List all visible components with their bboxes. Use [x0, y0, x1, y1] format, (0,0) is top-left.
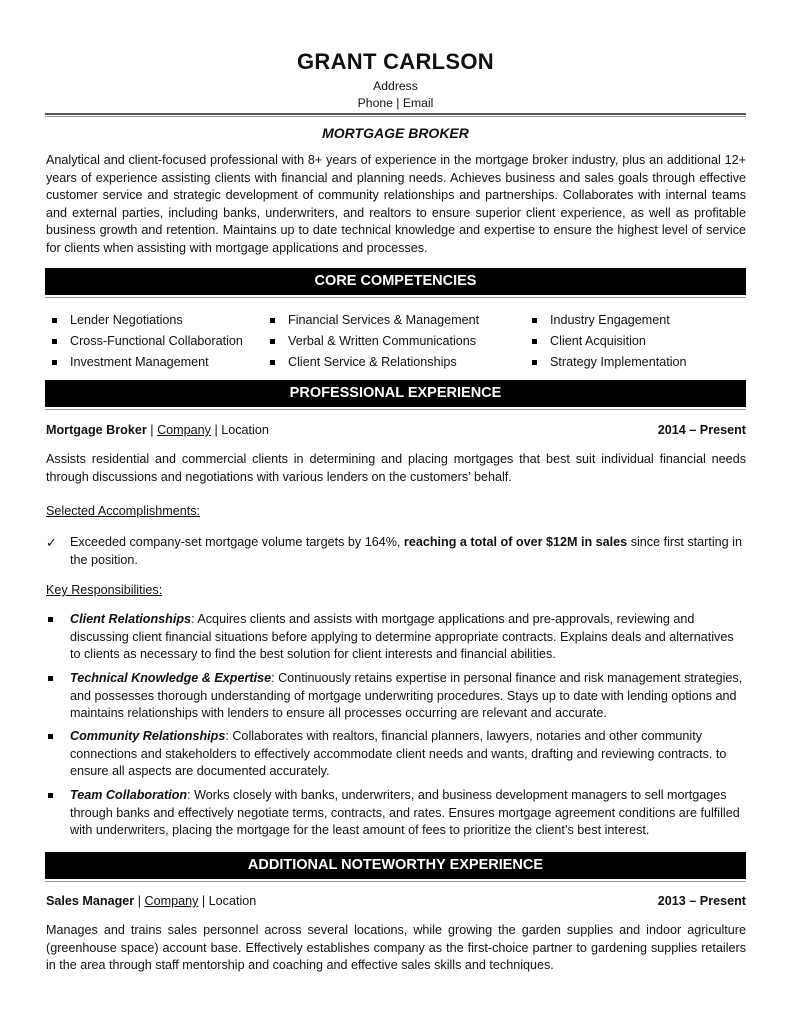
- section-underline: [45, 297, 746, 298]
- competency-item: Financial Services & Management: [264, 310, 479, 331]
- competency-item: Strategy Implementation: [526, 352, 687, 373]
- square-bullet-icon: [532, 360, 537, 365]
- company-name: Company: [157, 423, 211, 437]
- responsibility-item: Client Relationships: Acquires clients and assists with mortgage applications and pre-approvals, reviewing and discussing client financial situations before applying to determine appropriate contracts. Explains deals and alternatives to clients as necessary to find the best solution for client interests and financial abilities.: [46, 611, 746, 664]
- competency-item: Client Acquisition: [526, 331, 687, 352]
- accomplishments-label: Selected Accomplishments:: [46, 504, 200, 518]
- job-title: MORTGAGE BROKER: [322, 125, 469, 141]
- competency-item: Client Service & Relationships: [264, 352, 479, 373]
- job-location: Location: [221, 423, 269, 437]
- square-bullet-icon: [270, 318, 275, 323]
- section-underline: [45, 881, 746, 882]
- section-header-experience: PROFESSIONAL EXPERIENCE: [45, 380, 746, 407]
- job-heading: [46, 892, 746, 910]
- address-line: Address: [373, 79, 418, 93]
- square-bullet-icon: [532, 318, 537, 323]
- competency-item: Industry Engagement: [526, 310, 687, 331]
- square-bullet-icon: [270, 339, 275, 344]
- summary-paragraph: Analytical and client-focused professional with 8+ years of experience in the mortgage broker industry, plus an additional 12+ years of experience assisting clients with financial and planning needs. Achieves business and sales goals through effective customer service and strategic development of community relationships and partnerships. Collaborates with internal teams and external parties, including banks, underwriters, and realtors to ensure superior client experience, as well as profitable business growth and retention. Maintains up to date technical knowledge and expertise to ensure the highest level of service for clients when assisting with mortgage applications and processes.: [46, 153, 746, 255]
- competencies-column-2: [264, 310, 479, 373]
- section-underline: [45, 409, 746, 410]
- competency-item: Cross-Functional Collaboration: [46, 331, 243, 352]
- job-role: Sales Manager: [46, 894, 135, 908]
- job-location: Location: [208, 894, 257, 908]
- competencies-column-3: [526, 310, 687, 373]
- candidate-name: GRANT CARLSON: [296, 49, 494, 74]
- square-bullet-icon: [52, 339, 57, 344]
- responsibility-item: Community Relationships: Collaborates with realtors, financial planners, lawyers, notaries and other community connections and stakeholders to effectively accommodate client needs and wants, drafting and reviewing contracts. to ensure all aspects are documented accurately.: [46, 728, 746, 781]
- competency-item: Verbal & Written Communications: [264, 331, 479, 352]
- responsibilities-label: Key Responsibilities:: [46, 583, 163, 597]
- square-bullet-icon: [52, 318, 57, 323]
- job-role: Mortgage Broker: [46, 423, 147, 437]
- responsibility-item: Team Collaboration: Works closely with banks, underwriters, and business development managers to sell mortgages through banks and effectively negotiate terms, contracts, and rates. Ensures mortgage agreement conditions are fulfilled with underwriters, placing the mortgage for the least amount of fees to prioritize the client’s best interest.: [46, 787, 746, 840]
- square-bullet-icon: [52, 360, 57, 365]
- header-rule-thin: [45, 116, 746, 117]
- square-bullet-icon: [532, 339, 537, 344]
- separator: |: [198, 894, 209, 908]
- company-name: Company: [144, 894, 199, 908]
- square-bullet-icon: [48, 734, 53, 739]
- section-header-additional: ADDITIONAL NOTEWORTHY EXPERIENCE: [45, 852, 746, 879]
- square-bullet-icon: [48, 676, 53, 681]
- accomplishment-item: ✓ Exceeded company-set mortgage volume targets by 164%, reaching a total of over $12M in sales since first starting in the position.: [46, 535, 742, 567]
- competency-item: Lender Negotiations: [46, 310, 243, 331]
- job-dates: 2013 – Present: [657, 894, 746, 908]
- phone-email-line: Phone | Email: [357, 96, 434, 110]
- square-bullet-icon: [48, 617, 53, 622]
- job-description: Manages and trains sales personnel across several locations, while growing the garden supplies and indoor agriculture (greenhouse space) account base. Effectively establishes company as the first-choice partner to gardening supplies retailers in the area through staff mentorship and coaching and effective sales skills and techniques.: [46, 923, 746, 973]
- competencies-column-1: [46, 310, 243, 373]
- job-description: Assists residential and commercial clients in determining and placing mortgages that best suit individual financial needs through discussions and negotiations with various lenders on the customers’ behalf.: [46, 452, 746, 484]
- competency-item: Investment Management: [46, 352, 243, 373]
- square-bullet-icon: [270, 360, 275, 365]
- header-rule: [45, 113, 746, 115]
- responsibility-item: Technical Knowledge & Expertise: Continuously retains expertise in personal finance and risk management strategies, and possesses thorough understanding of mortgage underwriting procedures. Stays up to date with lending options and maintains relationships with lenders to ensure all processes occurring are relevant and accurate.: [46, 670, 746, 723]
- section-header-core: CORE COMPETENCIES: [45, 268, 746, 295]
- job-dates: 2014 – Present: [657, 423, 746, 437]
- checkmark-icon: ✓: [46, 535, 57, 550]
- job-heading: [46, 421, 746, 439]
- separator: |: [134, 894, 145, 908]
- square-bullet-icon: [48, 793, 53, 798]
- separator: |: [146, 423, 158, 437]
- separator: |: [210, 423, 222, 437]
